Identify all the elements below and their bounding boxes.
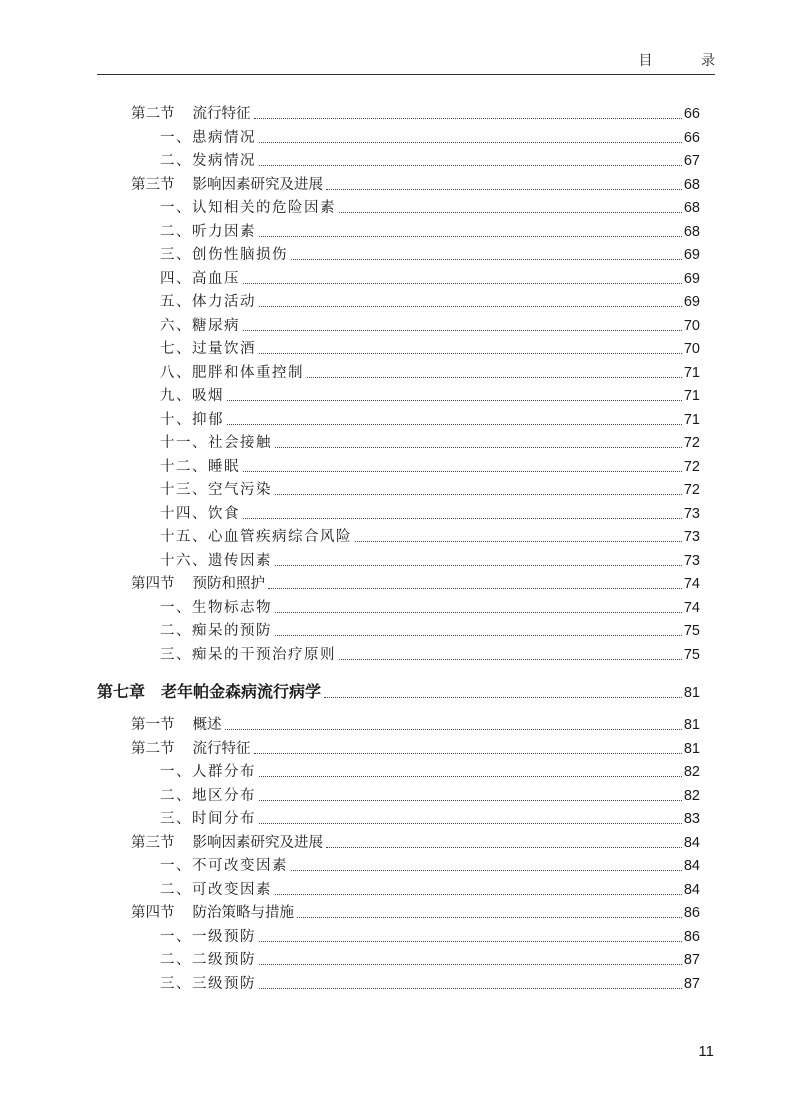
page-ref: 74 (683, 576, 700, 592)
entry-title: 二、二级预防 (160, 952, 256, 968)
section-number: 第二节 (131, 741, 175, 757)
entry-title: 十四、饮食 (160, 506, 240, 522)
dot-leader (291, 870, 682, 871)
entry-title: 二、听力因素 (160, 224, 256, 240)
page-ref: 83 (683, 811, 700, 827)
entry-title: 一、患病情况 (160, 130, 256, 146)
dot-leader (259, 776, 682, 777)
page-ref: 86 (683, 929, 700, 945)
entry-title: 三、痴呆的干预治疗原则 (160, 647, 336, 663)
dot-leader (259, 142, 682, 143)
dot-leader (243, 330, 682, 331)
entry-title: 九、吸烟 (160, 388, 224, 404)
toc-entry-section[interactable] (131, 104, 700, 124)
section-number: 第二节 (131, 106, 175, 122)
toc-entry-item[interactable] (160, 245, 700, 265)
entry-title: 二、痴呆的预防 (160, 623, 272, 639)
page-ref: 82 (683, 788, 700, 804)
dot-leader (259, 165, 682, 166)
page-ref: 70 (683, 341, 700, 357)
toc-entry-item[interactable] (160, 410, 700, 430)
section-number: 第三节 (131, 177, 175, 193)
dot-leader (355, 541, 682, 542)
toc-entry-item[interactable] (160, 433, 700, 453)
page-ref: 70 (683, 318, 700, 334)
dot-leader (259, 823, 682, 824)
entry-title: 二、地区分布 (160, 788, 256, 804)
entry-title: 四、高血压 (160, 271, 240, 287)
entry-title: 十五、心血管疾病综合风险 (160, 529, 352, 545)
entry-title: 十、抑郁 (160, 412, 224, 428)
page-number: 11 (698, 1043, 714, 1060)
page-ref: 75 (683, 623, 700, 639)
page-ref: 68 (683, 224, 700, 240)
dot-leader (259, 306, 682, 307)
dot-leader (275, 894, 682, 895)
page-ref: 71 (683, 412, 700, 428)
page-ref: 81 (683, 741, 700, 757)
toc-entry-chapter[interactable] (97, 683, 700, 703)
page-ref: 69 (683, 294, 700, 310)
toc-entry-item[interactable] (160, 950, 700, 970)
page-ref: 82 (683, 764, 700, 780)
toc-entry-item[interactable] (160, 316, 700, 336)
page-ref: 68 (683, 177, 700, 193)
page-ref: 86 (683, 905, 700, 921)
entry-title: 三、时间分布 (160, 811, 256, 827)
entry-title: 一、认知相关的危险因素 (160, 200, 336, 216)
toc-entry-item[interactable] (160, 809, 700, 829)
section-number: 第三节 (131, 835, 175, 851)
dot-leader (275, 565, 682, 566)
entry-title: 二、可改变因素 (160, 882, 272, 898)
toc-entry-item[interactable] (160, 551, 700, 571)
entry-title: 流行特征 (192, 741, 251, 757)
entry-title: 五、体力活动 (160, 294, 256, 310)
entry-title: 八、肥胖和体重控制 (160, 365, 304, 381)
dot-leader (307, 377, 682, 378)
dot-leader (297, 917, 682, 918)
dot-leader (275, 447, 682, 448)
dot-leader (259, 941, 682, 942)
entry-title: 影响因素研究及进展 (192, 835, 323, 851)
page-ref: 72 (683, 482, 700, 498)
dot-leader (225, 729, 682, 730)
dot-leader (243, 518, 682, 519)
entry-title: 十一、社会接触 (160, 435, 272, 451)
entry-title: 一、人群分布 (160, 764, 256, 780)
dot-leader (259, 964, 682, 965)
page-ref: 67 (683, 153, 700, 169)
dot-leader (254, 118, 682, 119)
page-ref: 81 (683, 717, 700, 733)
dot-leader (275, 612, 682, 613)
page-ref: 73 (683, 506, 700, 522)
dot-leader (259, 800, 682, 801)
entry-title: 一、一级预防 (160, 929, 256, 945)
dot-leader (339, 212, 682, 213)
entry-title: 防治策略与措施 (192, 905, 294, 921)
toc-entry-section[interactable] (131, 739, 700, 759)
page-ref: 69 (683, 247, 700, 263)
toc-entry-section[interactable] (131, 833, 700, 853)
toc-entry-item[interactable] (160, 457, 700, 477)
page-ref: 84 (683, 858, 700, 874)
page-ref: 73 (683, 553, 700, 569)
toc-entry-item[interactable] (160, 222, 700, 242)
header-title: 目 录 (638, 53, 737, 69)
page-ref: 69 (683, 271, 700, 287)
page-ref: 74 (683, 600, 700, 616)
toc-entry-item[interactable] (160, 527, 700, 547)
dot-leader (268, 588, 682, 589)
section-number: 第四节 (131, 576, 175, 592)
section-number: 第四节 (131, 905, 175, 921)
dot-leader (275, 635, 682, 636)
dot-leader (275, 494, 682, 495)
entry-title: 流行特征 (192, 106, 251, 122)
toc-entry-item[interactable] (160, 762, 700, 782)
page-ref: 72 (683, 435, 700, 451)
entry-title: 预防和照护 (192, 576, 265, 592)
toc-entry-item[interactable] (160, 504, 700, 524)
toc-entry-section[interactable] (131, 175, 700, 195)
section-number: 第一节 (131, 717, 175, 733)
entry-title: 七、过量饮酒 (160, 341, 256, 357)
toc-entry-item[interactable] (160, 974, 700, 994)
dot-leader (339, 659, 682, 660)
dot-leader (326, 189, 682, 190)
page-ref: 71 (683, 388, 700, 404)
dot-leader (243, 471, 682, 472)
toc-entry-item[interactable] (160, 786, 700, 806)
dot-leader (227, 400, 682, 401)
entry-title: 十二、睡眠 (160, 459, 240, 475)
dot-leader (259, 988, 682, 989)
toc-entry-section[interactable] (131, 715, 700, 735)
toc-entry-item[interactable] (160, 339, 700, 359)
page-ref: 75 (683, 647, 700, 663)
dot-leader (259, 353, 682, 354)
toc-entry-item[interactable] (160, 386, 700, 406)
entry-title: 一、生物标志物 (160, 600, 272, 616)
entry-title: 三、创伤性脑损伤 (160, 247, 288, 263)
dot-leader (254, 753, 682, 754)
dot-leader (291, 259, 682, 260)
page-ref: 84 (683, 882, 700, 898)
page-ref: 72 (683, 459, 700, 475)
page-ref: 87 (683, 976, 700, 992)
dot-leader (324, 697, 682, 698)
toc-entry-item[interactable] (160, 880, 700, 900)
page-ref: 84 (683, 835, 700, 851)
toc-entry-section[interactable] (131, 903, 700, 923)
page-ref: 87 (683, 952, 700, 968)
toc-entry-item[interactable] (160, 856, 700, 876)
page-ref: 71 (683, 365, 700, 381)
dot-leader (259, 236, 682, 237)
running-header (97, 52, 737, 75)
entry-title: 概述 (192, 717, 222, 733)
toc-entry-item[interactable] (160, 269, 700, 289)
entry-title: 三、三级预防 (160, 976, 256, 992)
toc-entry-item[interactable] (160, 198, 700, 218)
entry-title: 十六、遗传因素 (160, 553, 272, 569)
page-ref: 66 (683, 106, 700, 122)
toc-entry-item[interactable] (160, 598, 700, 618)
page-ref: 73 (683, 529, 700, 545)
page-ref: 68 (683, 200, 700, 216)
entry-title: 一、不可改变因素 (160, 858, 288, 874)
toc-entry-section[interactable] (131, 574, 700, 594)
dot-leader (227, 424, 682, 425)
toc-entry-item[interactable] (160, 151, 700, 171)
page-ref: 66 (683, 130, 700, 146)
toc-entry-item[interactable] (160, 480, 700, 500)
toc-entry-item[interactable] (160, 645, 700, 665)
page-ref: 81 (683, 685, 700, 701)
entry-title: 老年帕金森病流行病学 (161, 684, 322, 701)
toc-entry-item[interactable] (160, 292, 700, 312)
dot-leader (243, 283, 682, 284)
entry-title: 二、发病情况 (160, 153, 256, 169)
toc-entry-item[interactable] (160, 363, 700, 383)
toc-entry-item[interactable] (160, 927, 700, 947)
entry-title: 影响因素研究及进展 (192, 177, 323, 193)
entry-title: 六、糖尿病 (160, 318, 240, 334)
dot-leader (326, 847, 682, 848)
entry-title: 十三、空气污染 (160, 482, 272, 498)
toc-entry-item[interactable] (160, 621, 700, 641)
chapter-number: 第七章 (97, 684, 146, 701)
toc-entry-item[interactable] (160, 128, 700, 148)
